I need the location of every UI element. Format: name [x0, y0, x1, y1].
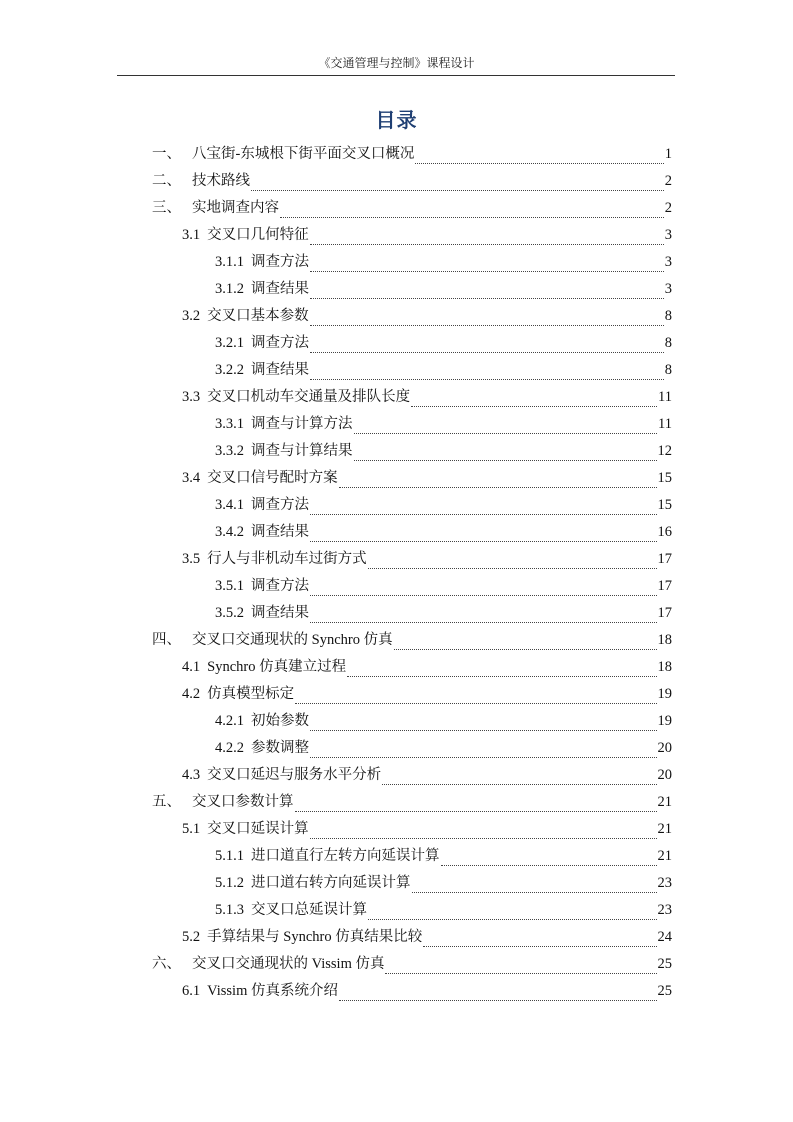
toc-entry[interactable]: [152, 357, 672, 384]
toc-leader-dots: [354, 459, 657, 461]
toc-entry-page: 20: [657, 767, 672, 783]
toc-entry-title: 参数调整: [251, 740, 309, 756]
toc-entry-page: 8: [664, 308, 672, 324]
toc-entry[interactable]: [152, 735, 672, 762]
toc-entry-title: 八宝街-东城根下街平面交叉口概况: [192, 146, 415, 162]
toc-entry[interactable]: [152, 519, 672, 546]
toc-leader-dots: [310, 324, 664, 326]
toc-leader-dots: [251, 189, 664, 191]
toc-entry[interactable]: [152, 897, 672, 924]
toc-entry-page: 25: [657, 983, 672, 999]
toc-leader-dots: [280, 216, 664, 218]
toc-entry[interactable]: [152, 195, 672, 222]
toc-entry-page: 3: [664, 254, 672, 270]
toc-entry-page: 11: [658, 416, 672, 432]
toc-entry[interactable]: [152, 222, 672, 249]
toc-entry[interactable]: [152, 249, 672, 276]
toc-leader-dots: [347, 675, 656, 677]
toc-entry-page: 23: [657, 875, 672, 891]
toc-entry-title: 调查与计算结果: [251, 443, 353, 459]
toc-entry[interactable]: [152, 600, 672, 627]
toc-entry-title: 交叉口基本参数: [207, 308, 309, 324]
toc-entry-page: 17: [657, 578, 672, 594]
toc-entry-page: 1: [664, 146, 672, 162]
toc-entry[interactable]: [152, 330, 672, 357]
table-of-contents: [152, 141, 672, 1005]
toc-entry-title: 交叉口信号配时方案: [207, 470, 338, 486]
toc-entry-title: Synchro 仿真建立过程: [207, 659, 347, 675]
toc-entry-title: 调查方法: [251, 254, 309, 270]
toc-entry-title: 调查方法: [251, 335, 309, 351]
toc-entry-title: 调查结果: [251, 605, 309, 621]
toc-entry[interactable]: [152, 708, 672, 735]
toc-entry-title: 调查方法: [251, 497, 309, 513]
toc-entry-number: 5.1.1: [215, 848, 244, 864]
toc-entry-title: 交叉口总延误计算: [251, 902, 367, 918]
toc-entry[interactable]: [152, 438, 672, 465]
toc-entry[interactable]: [152, 789, 672, 816]
toc-entry-number: 3.3: [182, 389, 201, 405]
toc-entry-page: 3: [664, 281, 672, 297]
toc-entry[interactable]: [152, 843, 672, 870]
toc-entry[interactable]: [152, 546, 672, 573]
toc-entry-title: 进口道直行左转方向延误计算: [251, 848, 440, 864]
toc-entry[interactable]: [152, 816, 672, 843]
toc-entry[interactable]: [152, 978, 672, 1005]
toc-entry-page: 17: [657, 551, 672, 567]
toc-entry-page: 17: [657, 605, 672, 621]
toc-entry-title: 调查结果: [251, 362, 309, 378]
toc-entry[interactable]: [152, 924, 672, 951]
toc-entry-number: 3.2: [182, 308, 201, 324]
toc-entry-page: 21: [657, 848, 672, 864]
toc-leader-dots: [310, 837, 657, 839]
toc-entry[interactable]: [152, 573, 672, 600]
toc-leader-dots: [310, 270, 664, 272]
toc-entry-page: 21: [657, 821, 672, 837]
toc-entry-number: 三、: [152, 200, 181, 216]
toc-leader-dots: [310, 540, 657, 542]
toc-leader-dots: [310, 351, 664, 353]
toc-entry-title: 交叉口延迟与服务水平分析: [207, 767, 382, 783]
toc-entry-page: 19: [657, 686, 672, 702]
toc-entry-title: 调查与计算方法: [251, 416, 353, 432]
toc-entry-number: 一、: [152, 146, 181, 162]
toc-entry[interactable]: [152, 870, 672, 897]
toc-entry-number: 4.2.2: [215, 740, 244, 756]
toc-entry-number: 四、: [152, 632, 181, 648]
toc-entry-number: 6.1: [182, 983, 201, 999]
toc-entry[interactable]: [152, 762, 672, 789]
toc-leader-dots: [310, 243, 664, 245]
toc-entry[interactable]: [152, 411, 672, 438]
toc-entry-number: 5.1.2: [215, 875, 244, 891]
toc-leader-dots: [310, 378, 664, 380]
toc-leader-dots: [368, 918, 657, 920]
toc-entry[interactable]: [152, 465, 672, 492]
toc-leader-dots: [385, 972, 656, 974]
running-header: 《交通管理与控制》课程设计: [318, 56, 475, 70]
toc-leader-dots: [295, 702, 656, 704]
toc-entry[interactable]: [152, 681, 672, 708]
toc-entry-page: 2: [664, 173, 672, 189]
toc-entry-title: 交叉口交通现状的 Synchro 仿真: [192, 632, 393, 648]
toc-entry-title: 行人与非机动车过街方式: [207, 551, 367, 567]
toc-entry-page: 16: [657, 524, 672, 540]
toc-entry-title: 调查结果: [251, 524, 309, 540]
toc-entry[interactable]: [152, 303, 672, 330]
toc-entry-number: 3.1.1: [215, 254, 244, 270]
toc-leader-dots: [310, 513, 657, 515]
toc-leader-dots: [368, 567, 657, 569]
toc-leader-dots: [382, 783, 656, 785]
toc-entry-number: 3.2.1: [215, 335, 244, 351]
toc-entry-number: 5.1.3: [215, 902, 244, 918]
toc-entry-page: 11: [658, 389, 672, 405]
toc-entry-number: 3.5.2: [215, 605, 244, 621]
toc-entry-title: 交叉口参数计算: [192, 794, 294, 810]
toc-leader-dots: [415, 162, 663, 164]
toc-entry-page: 24: [657, 929, 672, 945]
toc-entry-number: 3.4.1: [215, 497, 244, 513]
toc-entry-page: 21: [657, 794, 672, 810]
toc-entry-page: 15: [657, 497, 672, 513]
toc-entry-number: 3.1.2: [215, 281, 244, 297]
toc-entry-title: 交叉口机动车交通量及排队长度: [207, 389, 411, 405]
toc-entry[interactable]: [152, 492, 672, 519]
toc-leader-dots: [295, 810, 657, 812]
toc-title: 目录: [375, 110, 418, 132]
toc-entry-number: 4.2.1: [215, 713, 244, 729]
toc-entry-number: 3.1: [182, 227, 201, 243]
toc-leader-dots: [412, 891, 657, 893]
toc-entry-number: 六、: [152, 956, 181, 972]
toc-entry-page: 2: [664, 200, 672, 216]
toc-entry-title: 初始参数: [251, 713, 309, 729]
toc-leader-dots: [310, 756, 657, 758]
header-rule: [117, 75, 675, 76]
toc-entry-page: 19: [657, 713, 672, 729]
toc-entry-title: 手算结果与 Synchro 仿真结果比较: [207, 929, 423, 945]
toc-entry-title: 调查方法: [251, 578, 309, 594]
toc-entry-page: 20: [657, 740, 672, 756]
toc-entry-number: 4.1: [182, 659, 201, 675]
toc-entry-number: 3.4: [182, 470, 201, 486]
toc-leader-dots: [310, 729, 657, 731]
toc-leader-dots: [394, 648, 657, 650]
toc-entry-title: 交叉口延误计算: [207, 821, 309, 837]
toc-entry-number: 4.2: [182, 686, 201, 702]
toc-leader-dots: [423, 945, 656, 947]
toc-entry[interactable]: [152, 141, 672, 168]
toc-leader-dots: [310, 297, 664, 299]
toc-entry-page: 12: [657, 443, 672, 459]
toc-entry-title: 仿真模型标定: [207, 686, 295, 702]
toc-leader-dots: [310, 621, 657, 623]
toc-entry-number: 4.3: [182, 767, 201, 783]
toc-leader-dots: [441, 864, 657, 866]
toc-leader-dots: [310, 594, 657, 596]
toc-leader-dots: [354, 432, 658, 434]
toc-entry-page: 8: [664, 362, 672, 378]
toc-entry-title: 技术路线: [192, 173, 250, 189]
toc-entry-number: 3.5.1: [215, 578, 244, 594]
toc-entry-number: 3.2.2: [215, 362, 244, 378]
toc-entry-number: 3.5: [182, 551, 201, 567]
toc-entry-page: 8: [664, 335, 672, 351]
toc-entry-title: 实地调查内容: [192, 200, 279, 216]
toc-entry-page: 18: [657, 632, 672, 648]
toc-entry-number: 3.3.2: [215, 443, 244, 459]
toc-entry[interactable]: [152, 627, 672, 654]
toc-entry-title: Vissim 仿真系统介绍: [207, 983, 338, 999]
toc-entry-page: 15: [657, 470, 672, 486]
toc-entry-title: 交叉口交通现状的 Vissim 仿真: [192, 956, 385, 972]
toc-entry-page: 18: [657, 659, 672, 675]
toc-entry[interactable]: [152, 951, 672, 978]
toc-entry-page: 3: [664, 227, 672, 243]
toc-entry[interactable]: [152, 654, 672, 681]
toc-entry-number: 3.4.2: [215, 524, 244, 540]
toc-leader-dots: [411, 405, 657, 407]
toc-entry[interactable]: [152, 168, 672, 195]
toc-entry-number: 五、: [152, 794, 181, 810]
toc-entry-title: 交叉口几何特征: [207, 227, 309, 243]
toc-leader-dots: [339, 486, 657, 488]
toc-entry[interactable]: [152, 276, 672, 303]
toc-entry-number: 5.1: [182, 821, 201, 837]
toc-entry-page: 25: [657, 956, 672, 972]
toc-entry-title: 调查结果: [251, 281, 309, 297]
toc-entry-number: 二、: [152, 173, 181, 189]
toc-entry-number: 5.2: [182, 929, 201, 945]
toc-leader-dots: [339, 999, 657, 1001]
toc-entry-title: 进口道右转方向延误计算: [251, 875, 411, 891]
toc-entry-number: 3.3.1: [215, 416, 244, 432]
toc-entry[interactable]: [152, 384, 672, 411]
toc-entry-page: 23: [657, 902, 672, 918]
